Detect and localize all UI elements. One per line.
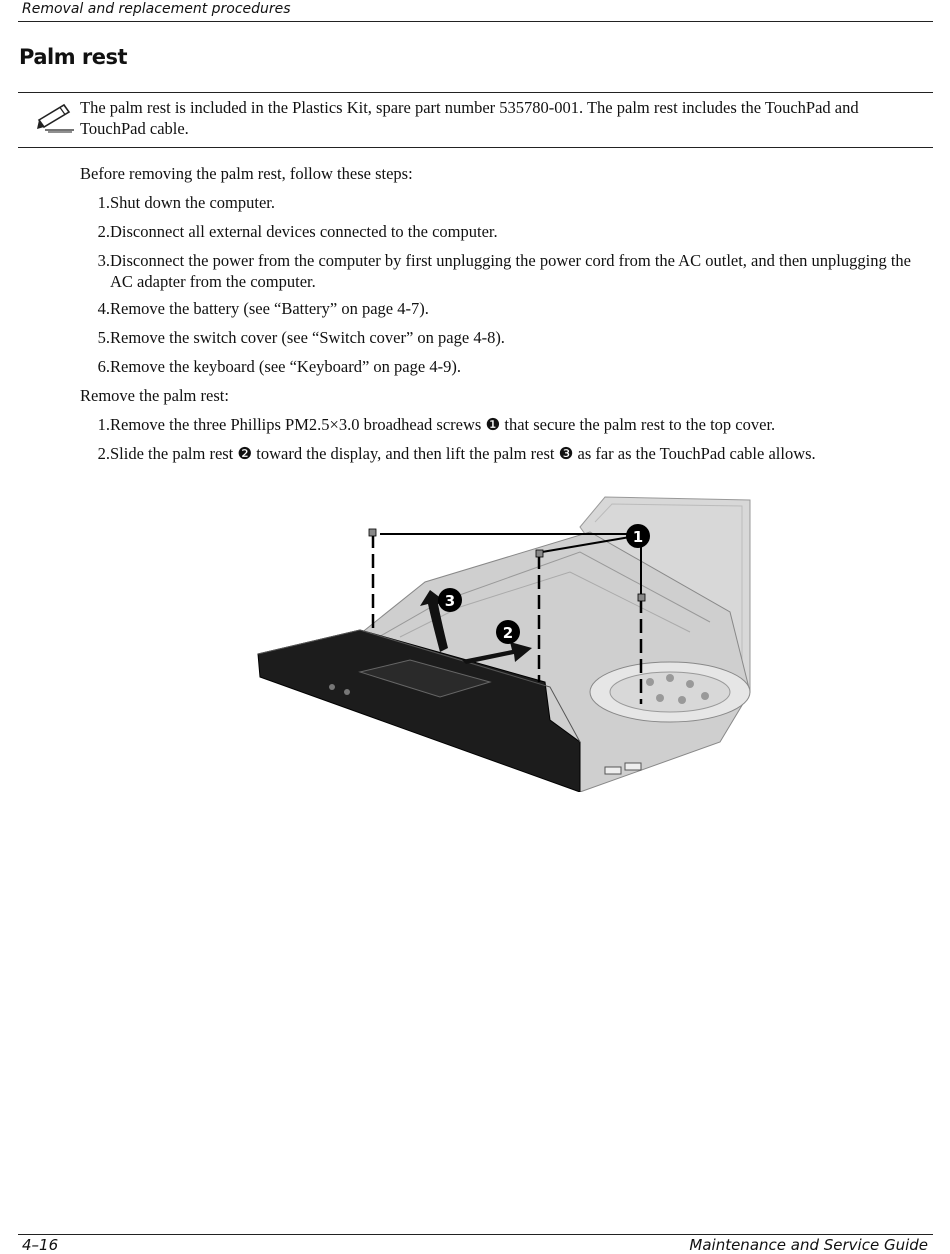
guide-title: Maintenance and Service Guide bbox=[689, 1236, 928, 1254]
page-number: 4–16 bbox=[22, 1236, 59, 1254]
step-number: 1. bbox=[97, 193, 110, 212]
step-number: 2. bbox=[97, 222, 110, 241]
callout-2: 2 bbox=[502, 624, 514, 642]
page-title: Palm rest bbox=[19, 45, 128, 69]
removal-step bbox=[80, 414, 920, 435]
footer-rule bbox=[18, 1234, 933, 1235]
step-text: Remove the switch cover (see “Switch cover” on page 4-8). bbox=[110, 328, 505, 347]
prep-step bbox=[80, 298, 920, 319]
step-text: Slide the palm rest ❷ toward the display, and then lift the palm rest ❸ as far as the TouchPad cable allows. bbox=[110, 444, 816, 463]
removal-intro: Remove the palm rest: bbox=[80, 386, 229, 405]
prep-step bbox=[80, 221, 920, 242]
note-bottom-rule bbox=[18, 147, 933, 148]
step-number: 3. bbox=[97, 251, 110, 270]
step-text: Shut down the computer. bbox=[110, 193, 275, 212]
prep-step bbox=[80, 327, 920, 348]
callout-3: 3 bbox=[444, 592, 456, 610]
step-text: Disconnect the power from the computer by first unplugging the power cord from the AC outlet, and then unplugging the AC adapter from the computer. bbox=[110, 251, 911, 291]
step-number: 6. bbox=[97, 357, 110, 376]
step-text: Disconnect all external devices connected to the computer. bbox=[110, 222, 498, 241]
prep-step bbox=[80, 356, 920, 377]
running-header: Removal and replacement procedures bbox=[22, 1, 291, 17]
step-number: 4. bbox=[97, 299, 110, 318]
step-text: Remove the battery (see “Battery” on page 4-7). bbox=[110, 299, 429, 318]
prep-intro: Before removing the palm rest, follow these steps: bbox=[80, 164, 413, 183]
step-number: 5. bbox=[97, 328, 110, 347]
step-text: Remove the keyboard (see “Keyboard” on page 4-9). bbox=[110, 357, 461, 376]
note-text: The palm rest is included in the Plastics Kit, spare part number 535780-001. The palm rest includes the TouchPad and TouchPad cable. bbox=[80, 98, 859, 138]
header-rule bbox=[18, 21, 933, 22]
step-number: 2. bbox=[97, 444, 110, 463]
palm-rest-removal-illustration bbox=[250, 492, 760, 792]
step-text: Remove the three Phillips PM2.5×3.0 broadhead screws ❶ that secure the palm rest to the top cover. bbox=[110, 415, 776, 434]
step-number: 1. bbox=[97, 415, 110, 434]
removal-step bbox=[80, 443, 920, 464]
prep-step bbox=[80, 192, 920, 213]
prep-step bbox=[80, 250, 920, 292]
note-top-rule bbox=[18, 92, 933, 93]
pencil-note-icon bbox=[36, 101, 76, 133]
callout-1: 1 bbox=[632, 528, 644, 546]
